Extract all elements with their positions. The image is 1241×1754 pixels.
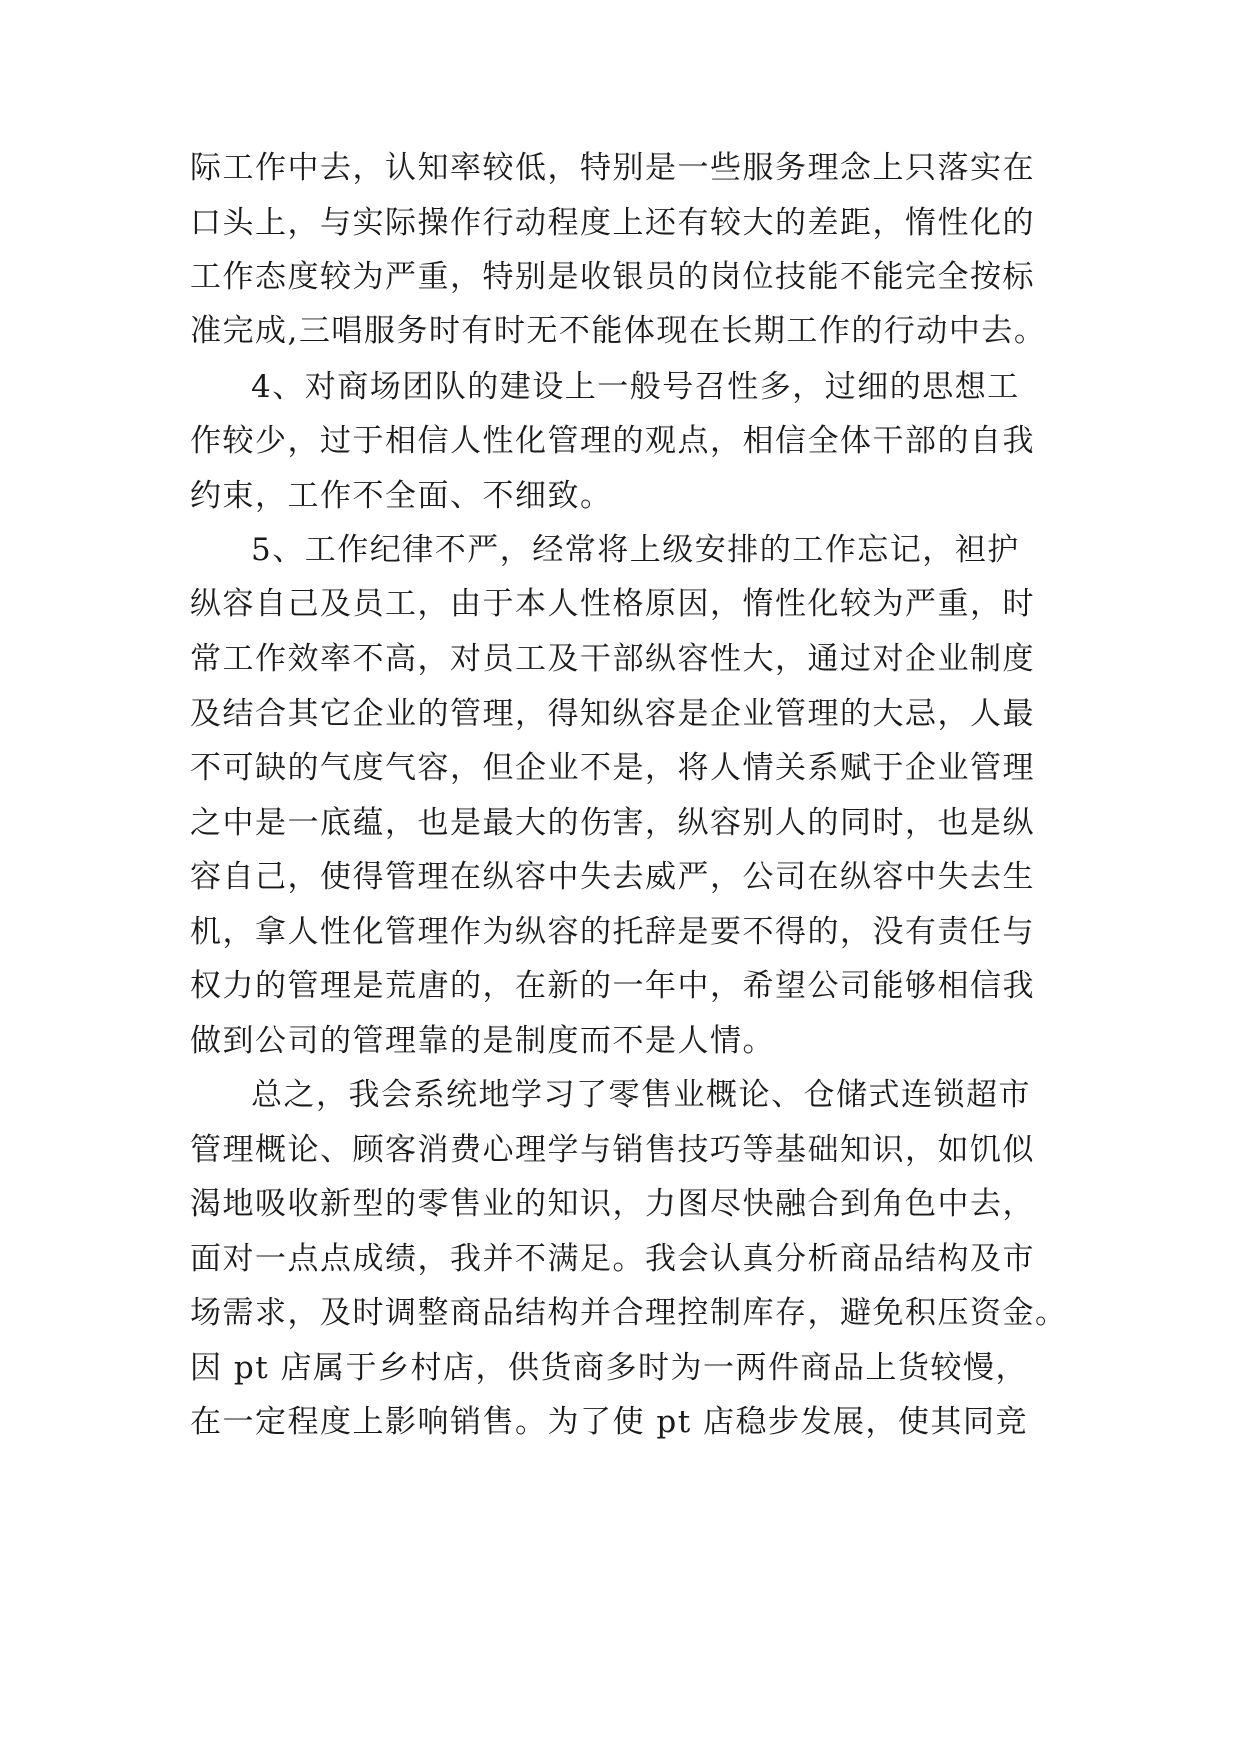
paragraph-start-line: 总之，我会系统地学习了零售业概论、仓储式连锁超市 xyxy=(251,1077,1031,1113)
text-line: 因 pt 店属于乡村店，供货商多时为一两件商品上货较慢， xyxy=(190,1350,1029,1386)
text-line: 约束，工作不全面、不细致。 xyxy=(190,478,613,514)
text-line: 做到公司的管理靠的是制度而不是人情。 xyxy=(190,1023,775,1059)
text-line: 在一定程度上影响销售。为了使 pt 店稳步发展，使其同竞 xyxy=(190,1404,1029,1440)
text-line: 机，拿人性化管理作为纵容的托辞是要不得的，没有责任与 xyxy=(190,914,1035,950)
text-line: 际工作中去，认知率较低，特别是一些服务理念上只落实在 xyxy=(190,150,1035,186)
text-line: 作较少，过于相信人性化管理的观点，相信全体干部的自我 xyxy=(190,423,1035,459)
text-line: 口头上，与实际操作行动程度上还有较大的差距，惰性化的 xyxy=(190,205,1035,241)
paragraph-start-line: 5、工作纪律不严，经常将上级安排的工作忘记，袒护 xyxy=(251,532,1020,568)
text-line: 及结合其它企业的管理，得知纵容是企业管理的大忌，人最 xyxy=(190,696,1035,732)
text-line: 工作态度较为严重，特别是收银员的岗位技能不能完全按标 xyxy=(190,259,1035,295)
text-line: 之中是一底蕴，也是最大的伤害，纵容别人的同时，也是纵 xyxy=(190,805,1035,841)
text-line: 不可缺的气度气容，但企业不是，将人情关系赋于企业管理 xyxy=(190,750,1035,786)
text-line: 场需求，及时调整商品结构并合理控制库存，避免积压资金。 xyxy=(190,1295,1068,1331)
text-line: 常工作效率不高，对员工及干部纵容性大，通过对企业制度 xyxy=(190,641,1035,677)
text-line: 容自己，使得管理在纵容中失去威严，公司在纵容中失去生 xyxy=(190,859,1035,895)
paragraph-start-line: 4、对商场团队的建设上一般号召性多，过细的思想工 xyxy=(251,369,1020,405)
text-line: 准完成,三唱服务时有时无不能体现在长期工作的行动中去。 xyxy=(190,313,1047,349)
text-line: 管理概论、顾客消费心理学与销售技巧等基础知识，如饥似 xyxy=(190,1132,1035,1168)
text-line: 纵容自己及员工，由于本人性格原因，惰性化较为严重，时 xyxy=(190,586,1035,622)
text-line: 面对一点点成绩，我并不满足。我会认真分析商品结构及市 xyxy=(190,1241,1035,1277)
text-line: 权力的管理是荒唐的，在新的一年中，希望公司能够相信我 xyxy=(190,968,1035,1004)
text-line: 渴地吸收新型的零售业的知识，力图尽快融合到角色中去， xyxy=(190,1186,1035,1222)
